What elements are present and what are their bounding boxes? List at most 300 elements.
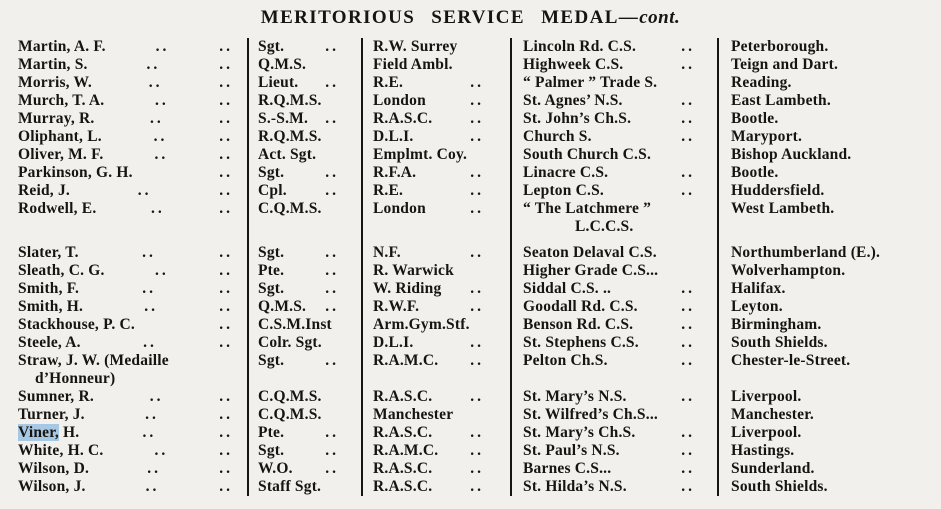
dot-leader: .. (681, 424, 695, 441)
unit-cell (361, 262, 510, 280)
rank-cell (247, 334, 361, 352)
rank-cell (247, 424, 361, 442)
name-cell (0, 38, 247, 56)
name-cell (0, 388, 247, 406)
cell-line (523, 38, 695, 56)
cell-text: Lieut. (258, 74, 299, 91)
dot-leader: .. (142, 424, 157, 441)
school-cell (510, 244, 717, 262)
unit-cell (361, 442, 510, 460)
table-row (0, 280, 941, 298)
cell-text: R.E. (373, 74, 404, 91)
cell-text: d’Honneur) (35, 370, 116, 387)
cell-line (731, 460, 937, 478)
cell-line (373, 316, 484, 334)
cell-line (258, 406, 339, 424)
place-cell (717, 424, 941, 442)
dot-leader: .. (470, 74, 484, 91)
cell-text: Sleath, C. G. (18, 262, 105, 279)
dot-leader: .. (325, 74, 339, 91)
cell-line (373, 352, 484, 370)
cell-text: South Church C.S. (523, 146, 652, 163)
unit-cell (361, 298, 510, 316)
cell-text: N.F. (373, 244, 401, 261)
cell-text: St. Agnes’ N.S. (523, 92, 623, 109)
dot-leader: .. (219, 442, 233, 459)
unit-cell (361, 128, 510, 146)
dot-leader: .. (143, 334, 157, 351)
cell-text: Martin, A. F. (18, 38, 106, 55)
dot-leader: .. (681, 388, 695, 405)
cell-text: St. John’s Ch.S. (523, 110, 632, 127)
table-row (0, 128, 941, 146)
dot-leader: .. (145, 406, 159, 423)
name-cell (0, 334, 247, 352)
table-row (0, 388, 941, 406)
table-row (0, 244, 941, 262)
table-row (0, 164, 941, 182)
cell-text: Benson Rd. C.S. (523, 316, 634, 333)
cell-text: R.E. (373, 182, 404, 199)
school-cell (510, 424, 717, 442)
cell-text: Hastings. (731, 442, 795, 459)
cell-line (18, 460, 233, 478)
cell-text: W. Riding (373, 280, 442, 297)
cell-text: Cpl. (258, 182, 287, 199)
cell-text: Q.M.S. (258, 56, 307, 73)
school-cell (510, 164, 717, 182)
rank-cell (247, 298, 361, 316)
cell-text: R.F.A. (373, 164, 417, 181)
dot-leader: .. (219, 388, 233, 405)
unit-cell (361, 316, 510, 334)
dot-leader: .. (681, 478, 695, 495)
rank-cell (247, 146, 361, 164)
cell-text: St. Mary’s Ch.S. (523, 424, 636, 441)
rank-cell (247, 460, 361, 478)
table-row (0, 424, 941, 442)
school-cell (510, 280, 717, 298)
cell-text: Parkinson, G. H. (18, 164, 133, 181)
place-cell (717, 200, 941, 236)
cell-text: R. Warwick (373, 262, 454, 279)
place-cell (717, 406, 941, 424)
name-cell (0, 352, 247, 388)
dot-leader: .. (219, 74, 233, 91)
cell-line (523, 92, 695, 110)
cell-text: St. Hilda’s N.S. (523, 478, 627, 495)
cell-text: Morris, W. (18, 74, 92, 91)
dot-leader: .. (219, 56, 233, 73)
cell-line (373, 244, 484, 262)
cell-line (373, 92, 484, 110)
cell-text: South Shields. (731, 334, 828, 351)
place-cell (717, 460, 941, 478)
cell-text: Viner, H. (18, 424, 80, 441)
cell-line (731, 442, 937, 460)
table-block (0, 38, 941, 236)
name-cell (0, 128, 247, 146)
cell-text: Liverpool. (731, 424, 802, 441)
unit-cell (361, 56, 510, 74)
title-dash: — (618, 7, 640, 28)
dot-leader: .. (325, 298, 339, 315)
cell-line (731, 334, 937, 352)
school-cell (510, 388, 717, 406)
cell-text: Turner, J. (18, 406, 85, 423)
cell-line (523, 56, 695, 74)
cell-line (731, 298, 937, 316)
rank-cell (247, 56, 361, 74)
dot-leader: .. (470, 460, 484, 477)
name-cell (0, 478, 247, 496)
table-row (0, 316, 941, 334)
dot-leader: .. (470, 182, 484, 199)
dot-leader: .. (325, 164, 339, 181)
cell-text: Huddersfield. (731, 182, 825, 199)
dot-leader: .. (219, 316, 233, 333)
place-cell (717, 262, 941, 280)
dot-leader: .. (470, 442, 484, 459)
cell-text: Manchester. (731, 406, 814, 423)
unit-cell (361, 388, 510, 406)
table-row (0, 298, 941, 316)
place-cell (717, 352, 941, 388)
cell-line (258, 424, 339, 442)
dot-leader: .. (681, 56, 695, 73)
place-cell (717, 388, 941, 406)
place-cell (717, 478, 941, 496)
dot-leader: .. (145, 478, 160, 495)
name-cell (0, 442, 247, 460)
dot-leader: .. (219, 478, 233, 495)
cell-line (731, 244, 937, 262)
cell-text: R.A.S.C. (373, 424, 433, 441)
page-title (0, 7, 941, 29)
cell-text: Lincoln Rd. C.S. (523, 38, 637, 55)
dot-leader: .. (144, 298, 159, 315)
dot-leader: .. (470, 128, 484, 145)
cell-text: D.L.I. (373, 334, 414, 351)
place-cell (717, 280, 941, 298)
cell-text: Reid, J. (18, 182, 70, 199)
cell-text: Staff Sgt. (258, 478, 322, 495)
cell-text: Wilson, J. (18, 478, 86, 495)
cell-text: Murch, T. A. (18, 92, 105, 109)
dot-leader: .. (219, 200, 233, 217)
dot-leader: .. (219, 334, 233, 351)
place-cell (717, 442, 941, 460)
dot-leader: .. (148, 74, 163, 91)
cell-line (731, 74, 937, 92)
cell-line (258, 244, 339, 262)
cell-text: Sgt. (258, 244, 285, 261)
place-cell (717, 334, 941, 352)
cell-text: Stackhouse, P. C. (18, 316, 135, 333)
cell-text: Rodwell, E. (18, 200, 97, 217)
unit-cell (361, 244, 510, 262)
cell-line (523, 146, 695, 164)
dot-leader: .. (470, 424, 484, 441)
cell-line (373, 334, 484, 352)
cell-text: R.A.S.C. (373, 388, 433, 405)
dot-leader: .. (681, 164, 695, 181)
dot-leader: .. (154, 92, 169, 109)
school-cell (510, 478, 717, 496)
dot-leader: .. (470, 110, 484, 127)
table-row (0, 182, 941, 200)
dot-leader: .. (219, 146, 233, 163)
name-cell (0, 406, 247, 424)
dot-leader: .. (154, 442, 169, 459)
dot-leader: .. (219, 38, 233, 55)
table-row (0, 110, 941, 128)
cell-line (258, 110, 339, 128)
table-row (0, 406, 941, 424)
dot-leader: .. (470, 352, 484, 369)
cell-text: Sunderland. (731, 460, 815, 477)
unit-cell (361, 110, 510, 128)
dot-leader: .. (470, 298, 484, 315)
name-cell (0, 460, 247, 478)
school-cell (510, 352, 717, 388)
school-cell (510, 182, 717, 200)
cell-line (523, 200, 695, 218)
cell-line (258, 182, 339, 200)
dot-leader: .. (219, 424, 233, 441)
school-cell (510, 56, 717, 74)
dot-leader: .. (325, 280, 339, 297)
highlighted-text: Viner, (18, 424, 59, 441)
place-cell (717, 244, 941, 262)
cell-line (373, 38, 484, 56)
rank-cell (247, 200, 361, 236)
cell-line (18, 146, 233, 164)
cell-line (18, 370, 233, 388)
cell-line (18, 478, 233, 496)
rank-cell (247, 406, 361, 424)
dot-leader: .. (325, 352, 339, 369)
place-cell (717, 38, 941, 56)
cell-line (523, 164, 695, 182)
cell-line (373, 146, 484, 164)
dot-leader: .. (681, 92, 695, 109)
cell-line (523, 460, 695, 478)
cell-line (18, 244, 233, 262)
dot-leader: .. (142, 280, 157, 297)
cell-line (523, 352, 695, 370)
dot-leader: .. (681, 352, 695, 369)
cell-line (258, 38, 339, 56)
school-cell (510, 110, 717, 128)
cell-line (373, 388, 484, 406)
rank-cell (247, 182, 361, 200)
rank-cell (247, 164, 361, 182)
cell-line (373, 442, 484, 460)
cell-line (258, 460, 339, 478)
dot-leader: .. (325, 460, 339, 477)
rank-cell (247, 262, 361, 280)
cell-text: London (373, 200, 426, 217)
cell-line (523, 298, 695, 316)
cell-line (18, 164, 233, 182)
title-cont: cont. (639, 7, 681, 28)
cell-line (373, 298, 484, 316)
cell-line (731, 316, 937, 334)
cell-line (18, 38, 233, 56)
rank-cell (247, 128, 361, 146)
cell-line (373, 280, 484, 298)
place-cell (717, 316, 941, 334)
cell-line (258, 478, 339, 496)
place-cell (717, 110, 941, 128)
unit-cell (361, 406, 510, 424)
cell-line (18, 334, 233, 352)
unit-cell (361, 182, 510, 200)
dot-leader: .. (149, 388, 164, 405)
place-cell (717, 164, 941, 182)
unit-cell (361, 352, 510, 388)
unit-cell (361, 164, 510, 182)
place-cell (717, 74, 941, 92)
cell-text: Bootle. (731, 164, 779, 181)
cell-line (18, 56, 233, 74)
place-cell (717, 92, 941, 110)
cell-line (731, 406, 937, 424)
cell-line (731, 146, 937, 164)
school-cell (510, 460, 717, 478)
cell-text: Goodall Rd. C.S. (523, 298, 638, 315)
unit-cell (361, 200, 510, 236)
dot-leader: .. (154, 146, 169, 163)
name-cell (0, 146, 247, 164)
dot-leader: .. (470, 334, 484, 351)
cell-line (18, 110, 233, 128)
unit-cell (361, 92, 510, 110)
cell-text: C.Q.M.S. (258, 200, 322, 217)
cell-line (373, 110, 484, 128)
dot-leader: .. (219, 244, 233, 261)
cell-text: Oliphant, L. (18, 128, 102, 145)
cell-text: Slater, T. (18, 244, 79, 261)
dot-leader: .. (149, 110, 164, 127)
cell-line (18, 316, 233, 334)
unit-cell (361, 460, 510, 478)
cell-text: Chester-le-Street. (731, 352, 851, 369)
dot-leader: .. (681, 182, 695, 199)
cell-text: Steele, A. (18, 334, 81, 351)
dot-leader: .. (470, 478, 484, 495)
cell-text: Siddal C.S. .. (523, 280, 612, 297)
cell-line (731, 92, 937, 110)
cell-text: L.C.C.S. (575, 218, 634, 235)
cell-text: Pelton Ch.S. (523, 352, 608, 369)
name-cell (0, 110, 247, 128)
dot-leader: .. (681, 460, 695, 477)
cell-line (258, 262, 339, 280)
cell-text: Seaton Delaval C.S. (523, 244, 657, 261)
table-row (0, 478, 941, 496)
cell-text: St. Stephens C.S. (523, 334, 639, 351)
rank-cell (247, 352, 361, 388)
cell-text: Sgt. (258, 38, 285, 55)
cell-line (373, 406, 484, 424)
cell-line (523, 478, 695, 496)
cell-text: East Lambeth. (731, 92, 831, 109)
table-row (0, 352, 941, 388)
cell-line (18, 200, 233, 218)
dot-leader: .. (219, 110, 233, 127)
cell-text: Sgt. (258, 352, 285, 369)
table-row (0, 74, 941, 92)
dot-leader: .. (470, 164, 484, 181)
dot-leader: .. (470, 244, 484, 261)
cell-text: West Lambeth. (731, 200, 835, 217)
rank-cell (247, 244, 361, 262)
rank-cell (247, 442, 361, 460)
dot-leader: .. (155, 262, 169, 279)
cell-text: Linacre C.S. (523, 164, 609, 181)
cell-text: Smith, H. (18, 298, 84, 315)
cell-line (373, 56, 484, 74)
dot-leader: .. (681, 110, 695, 127)
dot-leader: .. (470, 280, 484, 297)
cell-text: Church S. (523, 128, 592, 145)
cell-text: Sumner, R. (18, 388, 94, 405)
dot-leader: .. (325, 442, 339, 459)
column-rule (361, 38, 363, 496)
dot-leader: .. (219, 128, 233, 145)
name-cell (0, 298, 247, 316)
cell-line (258, 388, 339, 406)
cell-text: R.A.S.C. (373, 460, 433, 477)
cell-text: R.W.F. (373, 298, 420, 315)
cell-text: Peterborough. (731, 38, 829, 55)
dot-leader: .. (325, 262, 339, 279)
cell-line (523, 74, 695, 92)
rank-cell (247, 316, 361, 334)
cell-text: Northumberland (E.). (731, 244, 881, 261)
cell-line (731, 424, 937, 442)
dot-leader: .. (681, 316, 695, 333)
cell-text: Barnes C.S... (523, 460, 612, 477)
rank-cell (247, 74, 361, 92)
unit-cell (361, 280, 510, 298)
dot-leader: .. (219, 298, 233, 315)
school-cell (510, 92, 717, 110)
dot-leader: .. (681, 128, 695, 145)
cell-line (258, 74, 339, 92)
cell-line (523, 424, 695, 442)
dot-leader: .. (681, 298, 695, 315)
cell-text: Manchester (373, 406, 454, 423)
dot-leader: .. (219, 182, 233, 199)
dot-leader: .. (470, 388, 484, 405)
school-cell (510, 298, 717, 316)
dot-leader: .. (219, 406, 233, 423)
cell-line (523, 388, 695, 406)
rank-cell (247, 92, 361, 110)
medal-table (0, 38, 941, 496)
column-rule (510, 38, 512, 496)
dot-leader: .. (325, 424, 339, 441)
rank-cell (247, 38, 361, 56)
cell-line (373, 424, 484, 442)
document-page (0, 7, 941, 509)
cell-text: “ Palmer ” Trade S. (523, 74, 658, 91)
table-row (0, 38, 941, 56)
school-cell (510, 442, 717, 460)
